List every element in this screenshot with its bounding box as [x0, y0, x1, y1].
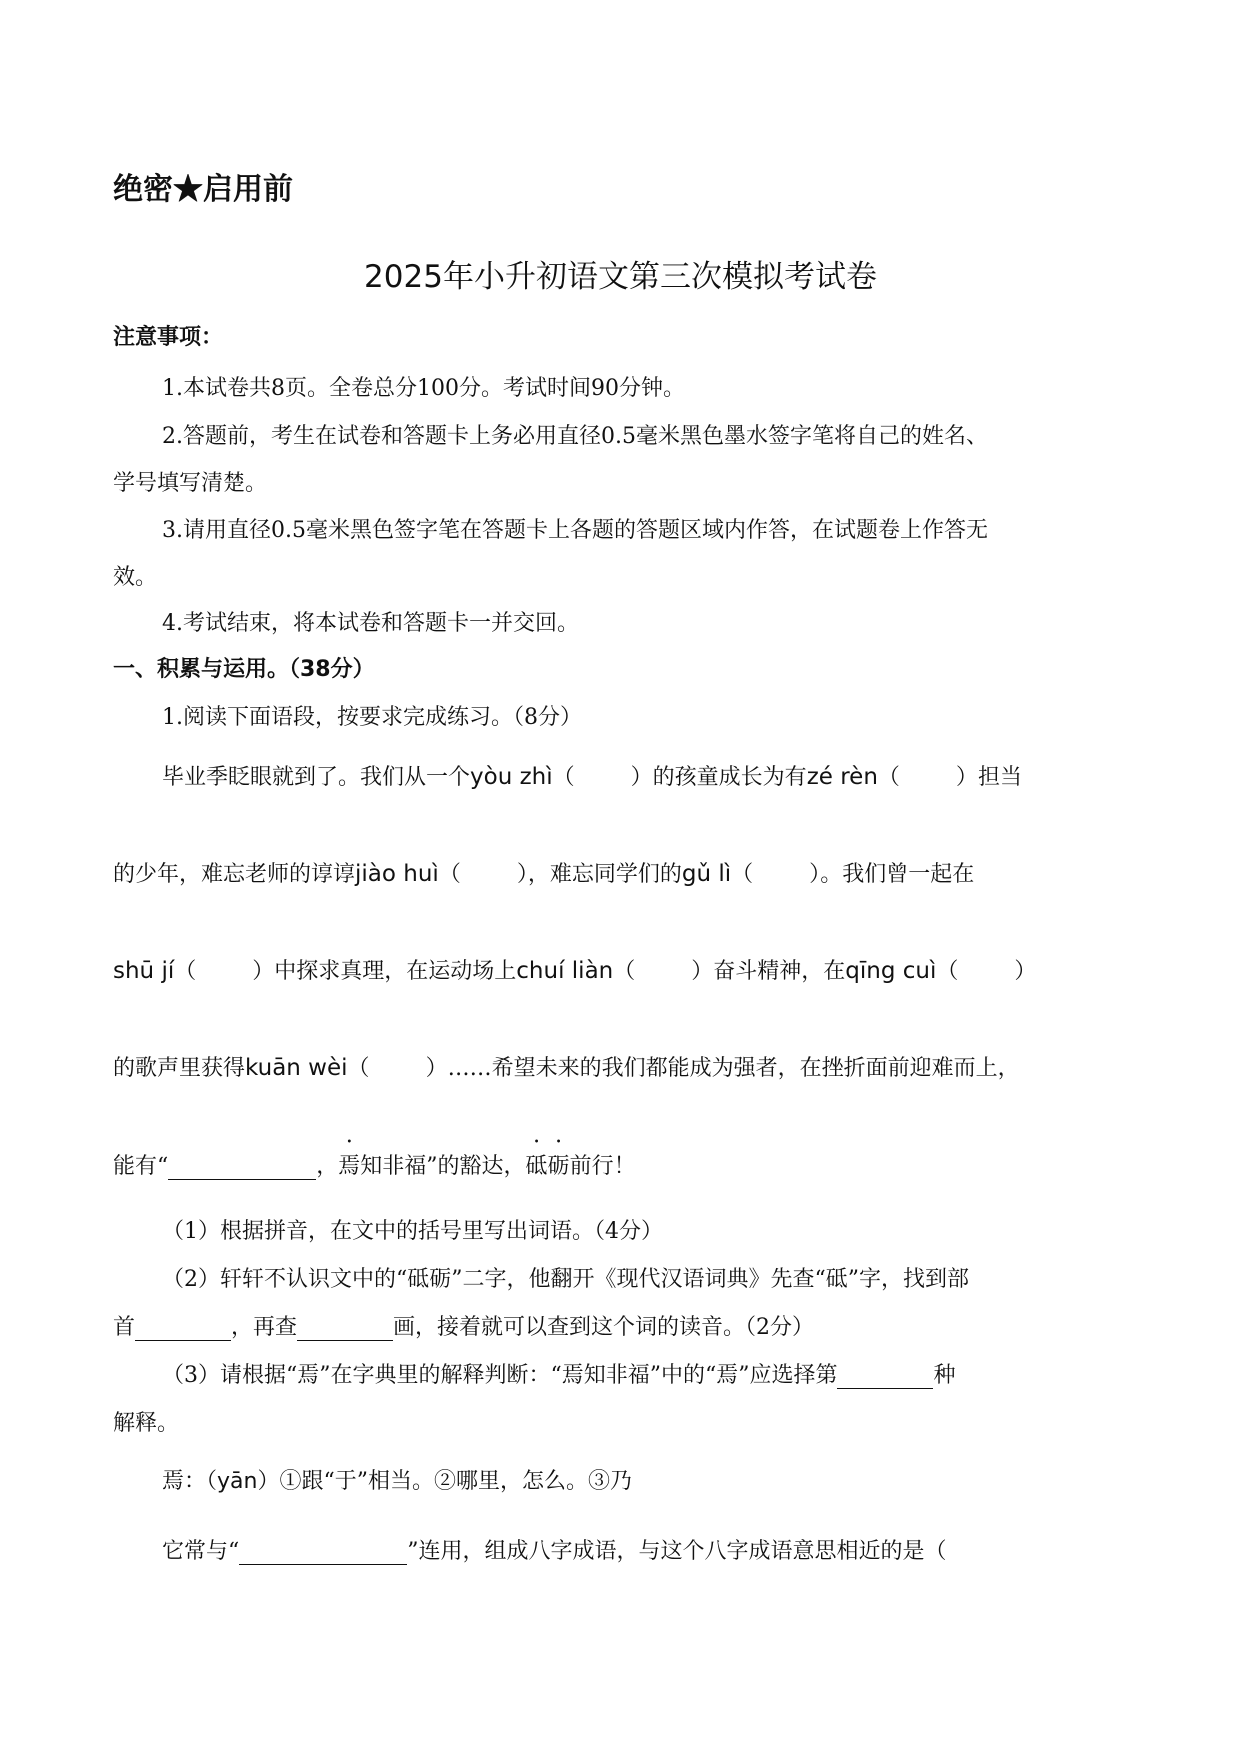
dotted-char: 砺 [547, 1154, 570, 1179]
passage-text: 的少年，难忘老师的谆谆 [113, 862, 356, 887]
subquestion-text: 首 [113, 1315, 136, 1340]
passage-line-5 [113, 1149, 636, 1180]
fill-blank[interactable] [837, 1363, 933, 1389]
notice-item-2-line-1: 2.答题前，考生在试卷和答题卡上务必用直径0.5毫米黑色墨水签字笔将自己的姓名、 [162, 424, 988, 449]
passage-line-3: shū jí（ ）中探求真理，在运动场上chuí liàn（ ）奋斗精神，在qīng cuì（ ） [113, 958, 1037, 984]
fill-blank[interactable] [239, 1539, 407, 1565]
pinyin-prompt: kuān wèi [245, 1055, 348, 1081]
passage-text: 担当 [977, 765, 1022, 790]
passage-text: ，难忘同学们的 [527, 862, 682, 887]
subquestion-2-line-1: （2）轩轩不认识文中的“砥砺”二字，他翻开《现代汉语词典》先查“砥”字，找到部 [162, 1267, 969, 1292]
subquestion-1: （1）根据拼音，在文中的括号里写出词语。（4分） [162, 1219, 663, 1244]
passage-text: 奋斗精神，在 [713, 959, 846, 984]
question-1-intro: 1.阅读下面语段，按要求完成练习。（8分） [162, 705, 582, 730]
subquestion-3-line-1 [162, 1358, 956, 1389]
notice-item-2-line-2: 学号填写清楚。 [113, 471, 268, 496]
fill-blank[interactable] [135, 1315, 231, 1341]
pinyin-prompt: zé rèn [806, 764, 878, 790]
pinyin-prompt: jiào huì [355, 861, 439, 887]
passage-text: 前行！ [569, 1154, 636, 1179]
passage-text: 毕业季眨眼就到了。我们从一个 [162, 765, 471, 790]
subquestion-text: ”连用，组成八字成语，与这个八字成语意思相近的是（ [407, 1539, 947, 1564]
pinyin-prompt: gǔ lì [681, 861, 732, 887]
section-heading: 一、积累与运用。（38分） [113, 657, 375, 682]
subquestion-2-line-2 [113, 1310, 814, 1341]
subquestion-text: ，再查 [231, 1315, 298, 1340]
subquestion-3-line-2: 解释。 [113, 1411, 180, 1436]
passage-text: ， [316, 1154, 339, 1179]
fill-blank[interactable] [168, 1154, 316, 1180]
dotted-char: 焉 [338, 1154, 361, 1179]
dictionary-definition [162, 1464, 632, 1495]
pinyin-prompt: yān [217, 1469, 258, 1494]
passage-text: 的孩童成长为有 [652, 765, 807, 790]
pinyin-prompt: chuí liàn [516, 958, 614, 984]
fill-blank[interactable] [297, 1315, 393, 1341]
subquestion-text: 它常与“ [162, 1539, 240, 1564]
pinyin-prompt: yòu zhì [470, 764, 553, 790]
notice-item-4: 4.考试结束，将本试卷和答题卡一并交回。 [162, 611, 579, 636]
subquestion-text: 画，接着就可以查到这个词的读音。（2分） [393, 1315, 815, 1340]
notice-item-1: 1.本试卷共8页。全卷总分100分。考试时间90分钟。 [162, 376, 685, 401]
subquestion-3-continued [162, 1534, 947, 1565]
subquestion-text: 种 [933, 1363, 956, 1388]
subquestion-text: （3）请根据“焉”在字典里的解释判断：“焉知非福”中的“焉”应选择第 [162, 1363, 838, 1388]
dotted-char: 砥 [525, 1154, 548, 1179]
passage-line-2: 的少年，难忘老师的谆谆jiào huì（ ），难忘同学们的gǔ lì（ ）。我们曾一起在 [113, 861, 975, 887]
passage-text: 的歌声里获得 [113, 1056, 246, 1081]
page-title: 2025年小升初语文第三次模拟考试卷 [364, 259, 877, 295]
passage-line-1: 毕业季眨眼就到了。我们从一个yòu zhì（ ）的孩童成长为有zé rèn（ ）担当 [162, 764, 1022, 790]
passage-text: 知非福”的豁达， [360, 1154, 526, 1179]
pinyin-prompt: qīng cuì [845, 958, 937, 984]
notice-heading: 注意事项： [113, 325, 224, 350]
definition-text: ）①跟“于”相当。②哪里，怎么。③乃 [257, 1469, 632, 1494]
pinyin-prompt: shū jí [113, 958, 175, 984]
secret-label: 绝密★启用前 [113, 172, 293, 207]
passage-text: 能有“ [113, 1154, 169, 1179]
passage-text: ……希望未来的我们都能成为强者，在挫折面前迎难而上， [447, 1056, 1020, 1081]
passage-text: 。我们曾一起在 [820, 862, 975, 887]
passage-text: 中探求真理，在运动场上 [274, 959, 517, 984]
notice-item-3-line-1: 3.请用直径0.5毫米黑色签字笔在答题卡上各题的答题区域内作答，在试题卷上作答无 [162, 518, 988, 543]
notice-item-3-line-2: 效。 [113, 565, 158, 590]
passage-line-4: 的歌声里获得kuān wèi（ ）……希望未来的我们都能成为强者，在挫折面前迎难而上， [113, 1055, 1020, 1081]
definition-text: 焉：（ [162, 1469, 218, 1494]
